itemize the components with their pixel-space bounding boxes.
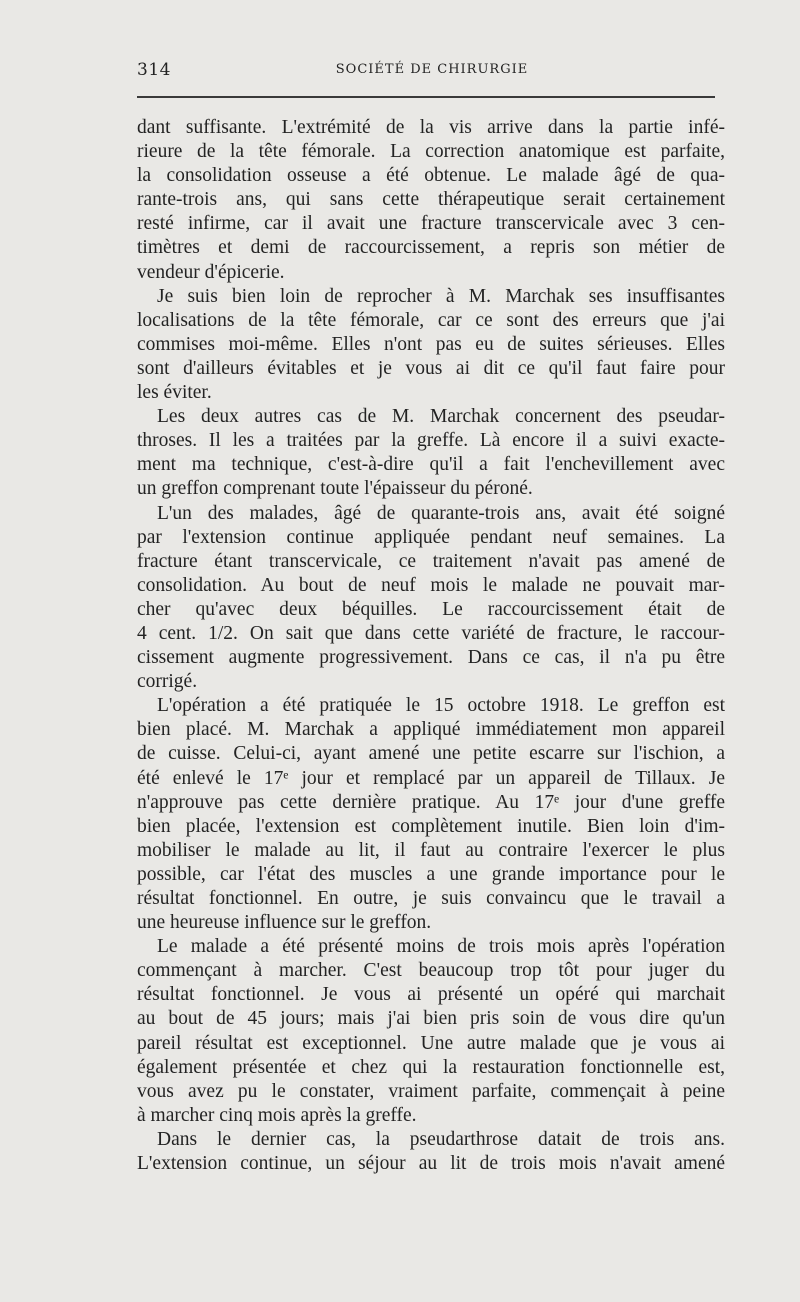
text-line: vendeur d'épicerie.	[137, 261, 285, 283]
text-line: bien placé. M. Marchak a appliqué immédiatement mon appareil	[137, 719, 725, 741]
text-line: L'extension continue, un séjour au lit de trois mois n'avait amené	[137, 1153, 725, 1175]
body-text	[137, 116, 725, 1176]
text-line: localisations de la tête fémorale, car ce sont des erreurs que j'ai	[137, 309, 725, 331]
text-line: rieure de la tête fémorale. La correction anatomique est parfaite,	[137, 141, 725, 163]
text-line: rante-trois ans, qui sans cette thérapeutique serait certainement	[137, 189, 725, 211]
text-line: fracture étant transcervicale, ce traitement n'avait pas amené de	[137, 550, 725, 572]
text-line: au bout de 45 jours; mais j'ai bien pris soin de vous dire qu'un	[137, 1008, 725, 1030]
text-line: commises moi-même. Elles n'ont pas eu de suites sérieuses. Elles	[137, 333, 725, 355]
text-line: été enlevé le 17ᵉ jour et remplacé par un appareil de Tillaux. Je	[137, 767, 725, 789]
text-line: pareil résultat est exceptionnel. Une autre malade que je vous ai	[137, 1032, 725, 1054]
text-line: n'approuve pas cette dernière pratique. Au 17ᵉ jour d'une greffe	[137, 791, 725, 813]
text-line: également présentée et chez qui la restauration fonctionnelle est,	[137, 1056, 725, 1078]
text-line: Les deux autres cas de M. Marchak concernent des pseudar-	[157, 406, 725, 428]
text-line: ment ma technique, c'est-à-dire qu'il a fait l'enchevillement avec	[137, 454, 725, 476]
text-line: cher qu'avec deux béquilles. Le raccourcissement était de	[137, 598, 725, 620]
text-line: résultat fonctionnel. En outre, je suis convaincu que le travail a	[137, 888, 725, 909]
text-line: Je suis bien loin de reprocher à M. Marchak ses insuffisantes	[157, 285, 725, 307]
text-line: vous avez pu le constater, vraiment parfaite, commençait à peine	[137, 1080, 725, 1102]
text-line: possible, car l'état des muscles a une grande importance pour le	[137, 863, 725, 885]
header-rule	[137, 96, 715, 98]
text-line: résultat fonctionnel. Je vous ai présenté un opéré qui marchait	[137, 984, 725, 1006]
text-line: sont d'ailleurs évitables et je vous ai dit ce qu'il faut faire pour	[137, 357, 725, 379]
text-line: de cuisse. Celui-ci, ayant amené une petite escarre sur l'ischion, a	[137, 743, 725, 765]
text-line: par l'extension continue appliquée pendant neuf semaines. La	[137, 526, 725, 548]
text-line: timètres et demi de raccourcissement, a repris son métier de	[137, 237, 725, 259]
text-line: throses. Il les a traitées par la greffe. Là encore il a suivi exacte-	[137, 430, 725, 452]
text-line: commençant à marcher. C'est beaucoup trop tôt pour juger du	[137, 960, 725, 982]
text-line: L'un des malades, âgé de quarante-trois ans, avait été soigné	[157, 502, 725, 524]
running-title: SOCIÉTÉ DE CHIRURGIE	[335, 62, 529, 77]
text-line: Le malade a été présenté moins de trois mois après l'opération	[157, 936, 725, 958]
page-number: 314	[137, 60, 171, 80]
text-line: cissement augmente progressivement. Dans ce cas, il n'a pu être	[137, 647, 725, 669]
text-line: resté infirme, car il avait une fracture transcervicale avec 3 cen-	[137, 213, 725, 235]
text-line: une heureuse influence sur le greffon.	[137, 912, 432, 934]
text-line: mobiliser le malade au lit, il faut au contraire l'exercer le plus	[137, 839, 725, 861]
text-line: consolidation. Au bout de neuf mois le malade ne pouvait mar-	[137, 574, 725, 596]
text-line: L'opération a été pratiquée le 15 octobre 1918. Le greffon est	[157, 695, 725, 717]
text-line: un greffon comprenant toute l'épaisseur du péroné.	[137, 478, 533, 500]
text-line: la consolidation osseuse a été obtenue. Le malade âgé de qua-	[137, 165, 725, 187]
text-line: Dans le dernier cas, la pseudarthrose datait de trois ans.	[157, 1128, 725, 1150]
text-line: dant suffisante. L'extrémité de la vis arrive dans la partie infé-	[137, 117, 725, 138]
text-line: les éviter.	[137, 382, 212, 404]
text-line: 4 cent. 1/2. On sait que dans cette variété de fracture, le raccour-	[137, 622, 725, 644]
text-line: corrigé.	[137, 671, 198, 693]
text-line: bien placée, l'extension est complètement inutile. Bien loin d'im-	[137, 815, 725, 837]
text-line: à marcher cinq mois après la greffe.	[137, 1104, 417, 1126]
